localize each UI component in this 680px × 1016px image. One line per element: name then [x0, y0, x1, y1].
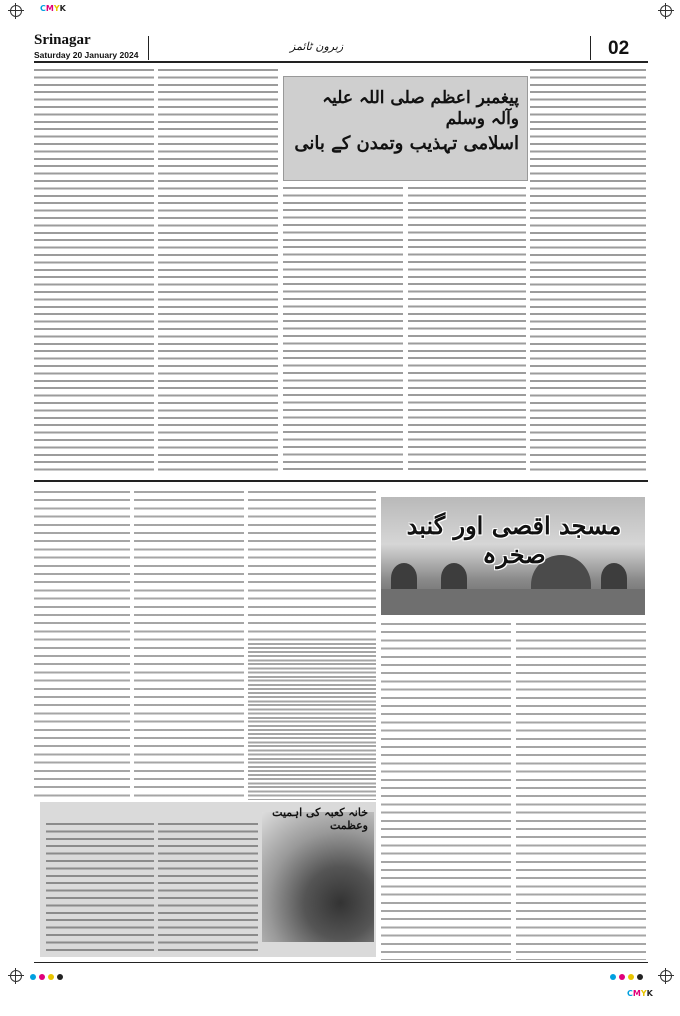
registration-mark-bottom-left — [10, 970, 22, 982]
cmyk-marker-top — [40, 4, 66, 13]
text-column — [408, 184, 526, 474]
cmyk-marker-bottom — [627, 989, 653, 998]
text-column — [34, 488, 130, 798]
bottom-rule — [34, 962, 648, 963]
registration-mark-top-right — [660, 5, 672, 17]
al-aqsa-photo — [381, 497, 645, 615]
text-column — [134, 488, 244, 798]
cmyk-m: M — [632, 989, 641, 998]
third-article-headline: خانہ کعبہ کی اہمیت وعظمت — [272, 806, 368, 832]
masthead-paper-title: زبرون ٹائمز — [290, 40, 344, 53]
masthead-rule — [34, 61, 648, 63]
cmyk-m: M — [45, 4, 54, 13]
text-column — [283, 184, 403, 474]
cmyk-k: K — [59, 4, 66, 13]
text-column — [530, 66, 646, 474]
cmyk-y: Y — [640, 989, 647, 998]
color-dots-bottom-right — [610, 974, 643, 980]
registration-mark-top-left — [10, 5, 22, 17]
section-divider — [34, 480, 648, 482]
cmyk-y: Y — [53, 4, 60, 13]
lead-headline-box — [283, 76, 528, 181]
lead-headline-line1: پیغمبر اعظم صلی اللہ علیہ وآلہ وسلم — [322, 88, 519, 129]
text-column — [248, 640, 376, 800]
color-dots-bottom-left — [30, 974, 63, 980]
text-column — [158, 820, 258, 952]
registration-mark-bottom-right — [660, 970, 672, 982]
cmyk-c: C — [627, 989, 633, 998]
second-article-headline: مسجد اقصی اور گنبد صخرہ — [406, 511, 622, 569]
page-number: 02 — [608, 38, 630, 59]
cmyk-c: C — [40, 4, 46, 13]
lead-headline-line2: اسلامی تہذیب وتمدن کے بانی — [294, 133, 519, 154]
text-column — [381, 620, 511, 960]
masthead-date: Saturday 20 January 2024 — [34, 50, 139, 60]
cmyk-k: K — [646, 989, 653, 998]
text-column — [158, 66, 278, 474]
masthead-city: Srinagar — [34, 32, 91, 48]
text-column — [34, 66, 154, 474]
masthead-divider-left — [148, 36, 149, 60]
text-column — [46, 820, 154, 952]
masthead-divider-right — [590, 36, 591, 60]
text-column — [516, 620, 646, 960]
